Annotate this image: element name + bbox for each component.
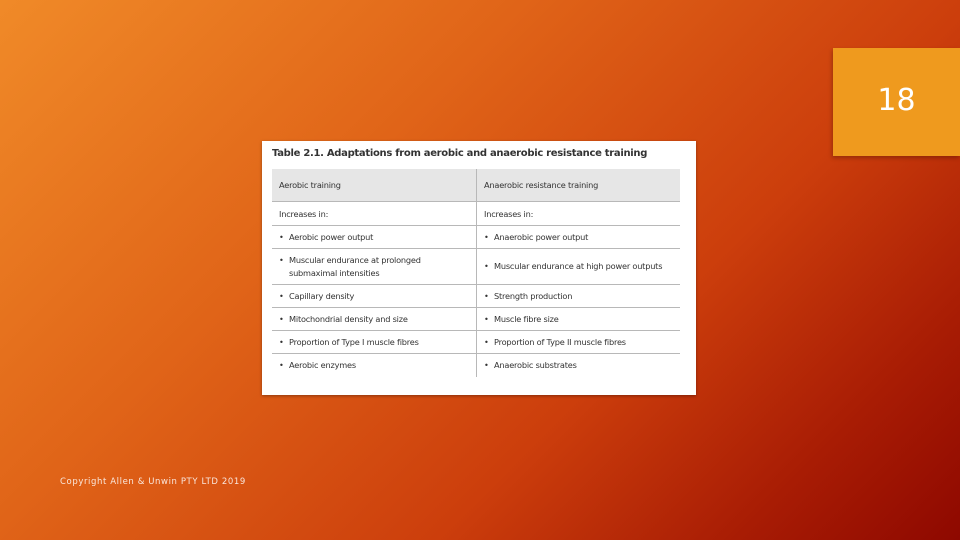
bullet-icon: •: [279, 336, 284, 347]
table-cell: [477, 308, 681, 331]
subheader-anaerobic: Increases in:: [477, 202, 681, 226]
table-cell: [272, 308, 477, 331]
table-row: [272, 226, 680, 249]
bullet-icon: •: [484, 231, 489, 242]
table-cell: [477, 354, 681, 377]
table-row: [272, 285, 680, 308]
table-cell: [477, 285, 681, 308]
cell-text: Muscle fibre size: [494, 313, 559, 324]
cell-text: Strength production: [494, 290, 573, 301]
page-number: 18: [877, 83, 916, 118]
cell-text: Muscular endurance at prolonged submaximal intensities: [289, 254, 421, 278]
table-subheader-row: [272, 202, 680, 226]
cell-text: Capillary density: [289, 290, 355, 301]
bullet-icon: •: [279, 290, 284, 301]
cell-text: Muscular endurance at high power outputs: [494, 261, 663, 271]
table-cell: [477, 249, 681, 285]
bullet-icon: •: [484, 313, 489, 324]
cell-text: Anaerobic substrates: [494, 359, 577, 370]
table-image: [262, 141, 696, 395]
table-row: [272, 331, 680, 354]
subheader-aerobic: Increases in:: [272, 202, 477, 226]
cell-text: Aerobic power output: [289, 231, 374, 242]
bullet-icon: •: [279, 231, 284, 242]
cell-text: Anaerobic power output: [494, 231, 589, 242]
table-cell: [477, 226, 681, 249]
table-row: [272, 308, 680, 331]
page-number-badge: [833, 48, 960, 156]
table-row: [272, 249, 680, 285]
header-aerobic: Aerobic training: [272, 169, 477, 202]
bullet-icon: •: [484, 359, 489, 370]
table-header-row: [272, 169, 680, 202]
table-cell: [272, 226, 477, 249]
bullet-icon: •: [279, 313, 284, 324]
table-row: [272, 354, 680, 377]
bullet-icon: •: [484, 290, 489, 301]
table-title: Table 2.1. Adaptations from aerobic and anaerobic resistance training: [272, 148, 648, 159]
table-cell: [272, 285, 477, 308]
bullet-icon: •: [279, 359, 284, 370]
cell-text: Proportion of Type II muscle fibres: [494, 336, 626, 347]
cell-text: Proportion of Type I muscle fibres: [289, 336, 419, 347]
bullet-icon: •: [484, 261, 489, 271]
table-cell: [272, 331, 477, 354]
header-anaerobic: Anaerobic resistance training: [477, 169, 681, 202]
table-cell: [272, 354, 477, 377]
table-cell: [272, 249, 477, 285]
adaptations-table: [272, 169, 680, 377]
cell-text: Mitochondrial density and size: [289, 313, 408, 324]
bullet-icon: •: [484, 336, 489, 347]
table-cell: [477, 331, 681, 354]
copyright-footer: Copyright Allen & Unwin PTY LTD 2019: [60, 477, 246, 487]
cell-text: Aerobic enzymes: [289, 359, 356, 370]
bullet-icon: •: [279, 254, 284, 265]
